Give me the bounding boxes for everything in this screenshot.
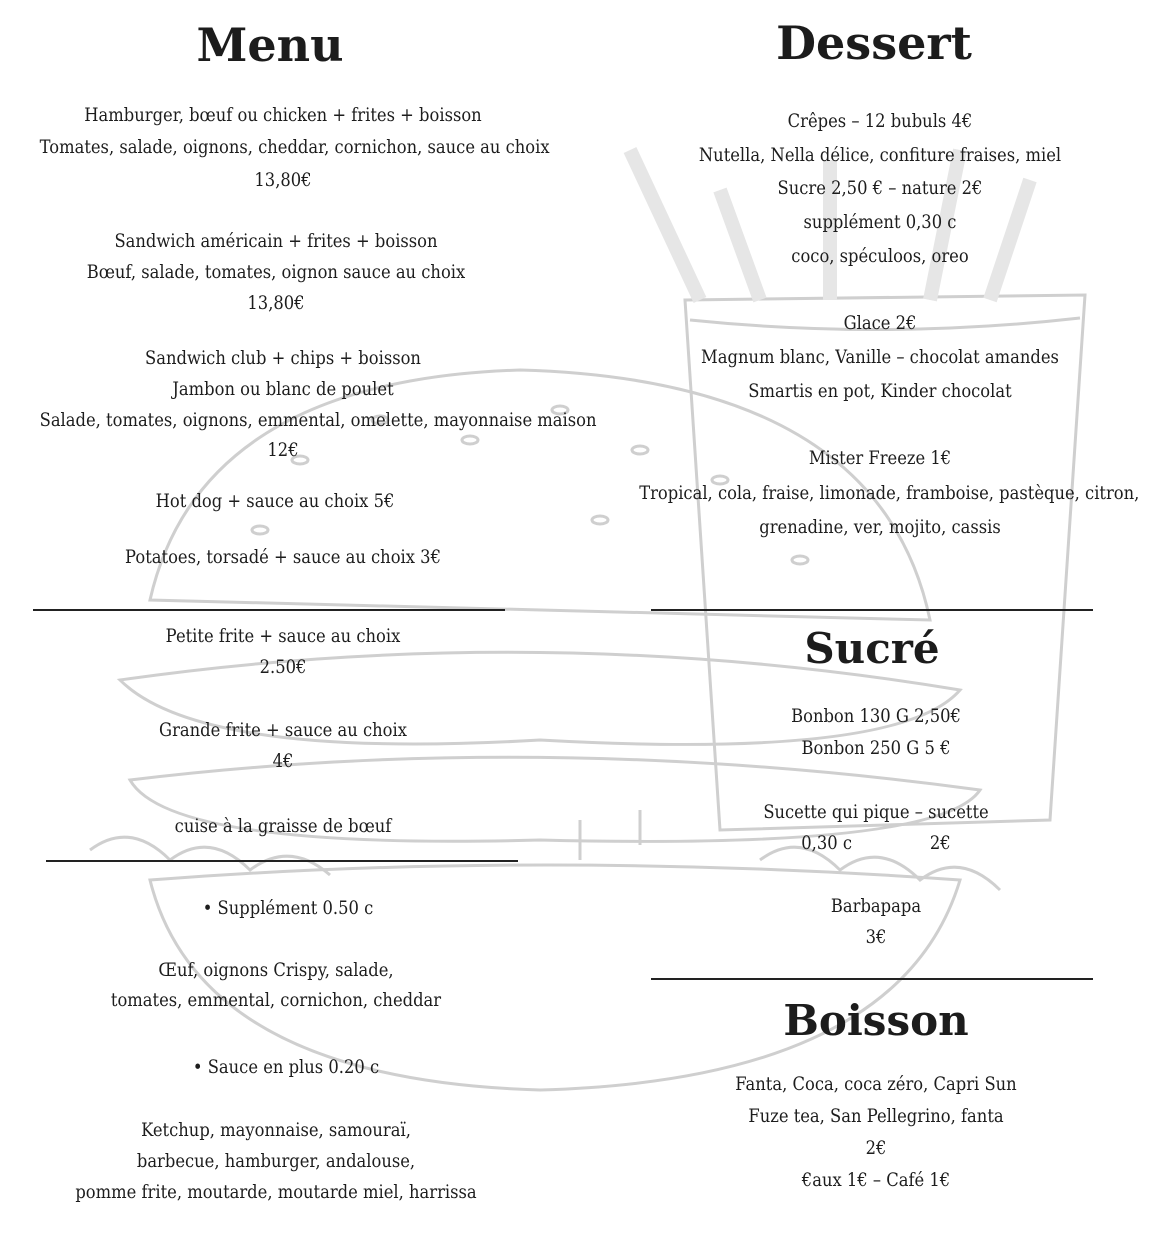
cuisson-note: cuise à la graisse de bœuf xyxy=(174,815,392,837)
mister-freeze-line1: Mister Freeze 1€ xyxy=(808,447,952,469)
dessert-title: Dessert xyxy=(776,16,972,70)
boisson-line1: Fanta, Coca, coca zéro, Capri Sun xyxy=(735,1073,1017,1095)
boisson-price: 2€ xyxy=(865,1137,887,1159)
grande-frite-price: 4€ xyxy=(272,750,294,772)
mister-freeze-line3: grenadine, ver, mojito, cassis xyxy=(759,516,1001,538)
sandwich-club-price: 12€ xyxy=(267,439,299,461)
hamburger-line2: Tomates, salade, oignons, cheddar, cornichon, sauce au choix xyxy=(39,136,550,158)
crepes-line1: Crêpes – 12 bubuls 4€ xyxy=(787,110,973,132)
crepes-line3: Sucre 2,50 € – nature 2€ xyxy=(777,177,983,199)
grande-frite-line: Grande frite + sauce au choix xyxy=(159,719,407,741)
menu-title: Menu xyxy=(196,18,344,72)
boisson-line2: Fuze tea, San Pellegrino, fanta xyxy=(748,1105,1004,1127)
sauce-title: • Sauce en plus 0.20 c xyxy=(192,1056,380,1078)
glace-line2: Magnum blanc, Vanille – chocolat amandes xyxy=(701,346,1059,368)
sandwich-club-line1: Sandwich club + chips + boisson xyxy=(145,347,421,369)
menu-divider-2 xyxy=(46,860,518,862)
supplement-line2: tomates, emmental, cornichon, cheddar xyxy=(110,989,442,1011)
barbapapa-line: Barbapapa xyxy=(830,895,922,917)
sandwich-club-line3: Salade, tomates, oignons, emmental, omelette, mayonnaise maison xyxy=(39,409,597,431)
potatoes-line: Potatoes, torsadé + sauce au choix 3€ xyxy=(125,546,441,568)
bonbon-130-line: Bonbon 130 G 2,50€ xyxy=(791,705,961,727)
supplement-line1: Œuf, oignons Crispy, salade, xyxy=(158,959,394,981)
crepes-line4: supplément 0,30 c xyxy=(803,211,957,233)
sucre-title: Sucré xyxy=(804,624,940,673)
menu-divider-1 xyxy=(33,609,505,611)
crepes-line5: coco, spéculoos, oreo xyxy=(791,245,969,267)
boisson-title: Boisson xyxy=(783,996,969,1045)
barbapapa-price: 3€ xyxy=(865,926,887,948)
glace-line1: Glace 2€ xyxy=(843,312,917,334)
sauce-line1: Ketchup, mayonnaise, samouraï, xyxy=(141,1119,411,1141)
petite-frite-price: 2.50€ xyxy=(259,656,307,678)
hamburger-line1: Hamburger, bœuf ou chicken + frites + boisson xyxy=(84,104,482,126)
sandwich-americain-price: 13,80€ xyxy=(247,292,305,314)
hot-dog-line: Hot dog + sauce au choix 5€ xyxy=(155,490,395,512)
boisson-line3: €aux 1€ – Café 1€ xyxy=(801,1169,951,1191)
petite-frite-line: Petite frite + sauce au choix xyxy=(165,625,401,647)
mister-freeze-line2: Tropical, cola, fraise, limonade, framboise, pastèque, citron, xyxy=(639,482,1140,504)
sandwich-americain-line2: Bœuf, salade, tomates, oignon sauce au choix xyxy=(86,261,466,283)
sauce-line3: pomme frite, moutarde, moutarde miel, harrissa xyxy=(75,1181,477,1203)
supplement-title: • Supplément 0.50 c xyxy=(202,897,374,919)
sandwich-americain-line1: Sandwich américain + frites + boisson xyxy=(114,230,438,252)
sandwich-club-line2: Jambon ou blanc de poulet xyxy=(172,378,394,400)
dessert-divider-1 xyxy=(651,609,1093,611)
crepes-line2: Nutella, Nella délice, confiture fraises, miel xyxy=(698,144,1062,166)
sucette-line1: Sucette qui pique – sucette xyxy=(763,801,989,823)
dessert-divider-2 xyxy=(651,978,1093,980)
bonbon-250-line: Bonbon 250 G 5 € xyxy=(801,737,951,759)
hamburger-price: 13,80€ xyxy=(254,169,312,191)
sucette-line2: 0,30 c 2€ xyxy=(801,832,951,854)
glace-line3: Smartis en pot, Kinder chocolat xyxy=(748,380,1012,402)
sauce-line2: barbecue, hamburger, andalouse, xyxy=(136,1150,416,1172)
